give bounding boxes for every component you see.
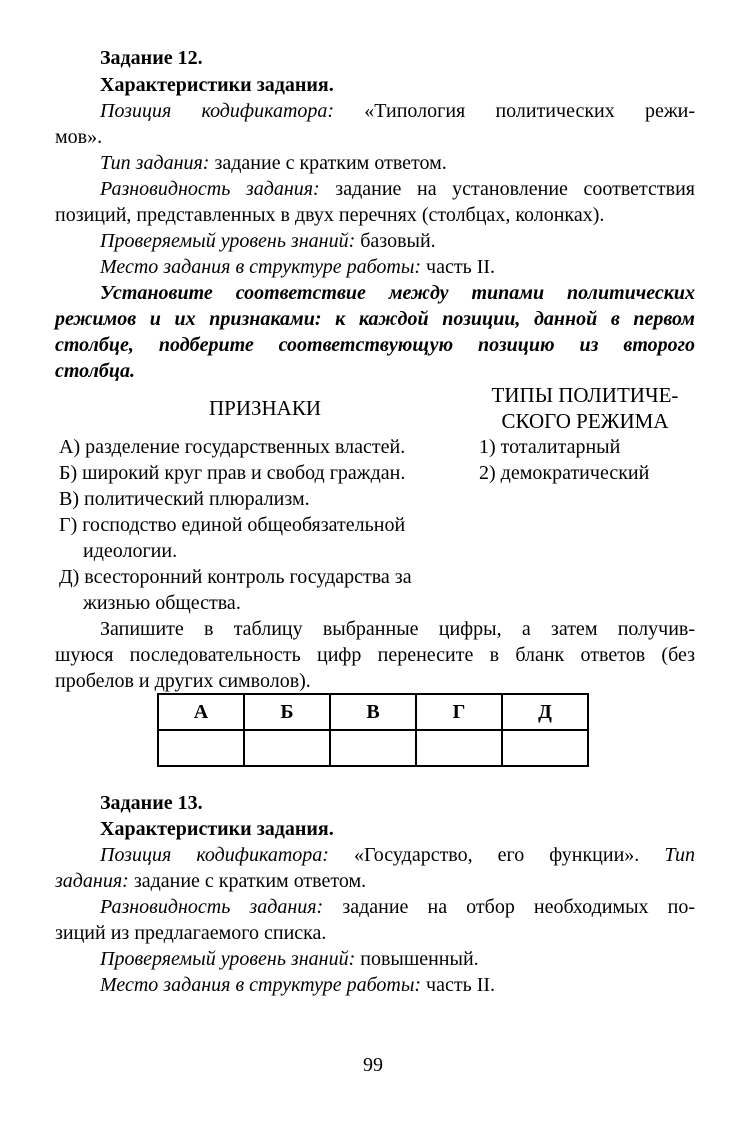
- task13-type: задания: задание с кратким ответом.: [55, 870, 367, 892]
- task13-variety: Разновидность задания: задание на отбор необходимых по-: [100, 896, 696, 918]
- write-instruction-line3: пробелов и других символов).: [55, 670, 311, 692]
- task12-codifier: Позиция кодификатора: «Типология политических режи-: [100, 100, 695, 122]
- answer-table-header-cell: Д: [502, 694, 588, 730]
- task12-variety-cont: позиций, представленных в двух перечнях (столбцах, колонках).: [55, 204, 605, 226]
- task12-type: Тип задания: задание с кратким ответом.: [100, 152, 447, 174]
- task13-codifier: Позиция кодификатора: «Государство, его функции». Тип: [100, 844, 695, 866]
- feature-item: Г) господство единой общеобязательной: [59, 514, 406, 536]
- task12-instruction-line1: Установите соответствие между типами политических: [100, 282, 695, 304]
- feature-item: А) разделение государственных властей.: [59, 436, 406, 458]
- feature-item: В) политический плюрализм.: [59, 488, 310, 510]
- answer-table-header-row: [158, 694, 588, 730]
- task12-variety: Разновидность задания: задание на установление соответствия: [100, 178, 695, 200]
- regime-type-item: 2) демократический: [479, 462, 650, 484]
- regime-type-item: 1) тоталитарный: [479, 436, 621, 458]
- write-instruction-line1: Запишите в таблицу выбранные цифры, а затем получив-: [100, 618, 695, 640]
- answer-table-header-cell: А: [158, 694, 244, 730]
- answer-table-header-cell: Г: [416, 694, 502, 730]
- write-instruction-line2: шуюся последовательность цифр перенесите в бланк ответов (без: [55, 644, 695, 666]
- feature-item: Д) всесторонний контроль государства за: [59, 566, 412, 588]
- task13-subheading: Характеристики задания.: [100, 818, 334, 840]
- answer-cell-a[interactable]: [158, 730, 244, 766]
- answer-table-header-cell: В: [330, 694, 416, 730]
- task13-level: Проверяемый уровень знаний: повышенный.: [100, 948, 479, 970]
- task13-heading: Задание 13.: [100, 792, 203, 814]
- feature-item-cont: идеологии.: [83, 540, 178, 562]
- task12-heading: Задание 12.: [100, 47, 203, 69]
- task13-variety-cont: зиций из предлагаемого списка.: [55, 922, 327, 944]
- task12-instruction-line3: столбце, подберите соответствующую позицию из второго: [55, 334, 695, 356]
- answer-table-input-row: [158, 730, 588, 766]
- page-number: 99: [363, 1054, 383, 1076]
- book-page: [55, 0, 695, 1122]
- answer-cell-d[interactable]: [502, 730, 588, 766]
- answer-table-header-cell: Б: [244, 694, 330, 730]
- task12-place: Место задания в структуре работы: часть II.: [100, 256, 496, 278]
- column-header-regime-types-line1: ТИПЫ ПОЛИТИЧЕ-: [491, 383, 679, 407]
- task12-instruction-line4: столбца.: [55, 360, 136, 382]
- column-header-regime-types-line2: СКОГО РЕЖИМА: [501, 409, 669, 433]
- feature-item: Б) широкий круг прав и свобод граждан.: [59, 462, 406, 484]
- task12-codifier-cont: мов».: [55, 126, 103, 148]
- task13-place: Место задания в структуре работы: часть II.: [100, 974, 496, 996]
- task12-level: Проверяемый уровень знаний: базовый.: [100, 230, 436, 252]
- answer-cell-b[interactable]: [244, 730, 330, 766]
- answer-cell-g[interactable]: [416, 730, 502, 766]
- answer-cell-v[interactable]: [330, 730, 416, 766]
- task12-instruction-line2: режимов и их признаками: к каждой позиции, данной в первом: [55, 308, 695, 330]
- task12-subheading: Характеристики задания.: [100, 74, 334, 96]
- feature-item-cont: жизнью общества.: [83, 592, 241, 614]
- column-header-features: ПРИЗНАКИ: [208, 396, 322, 420]
- answer-table: [157, 693, 589, 767]
